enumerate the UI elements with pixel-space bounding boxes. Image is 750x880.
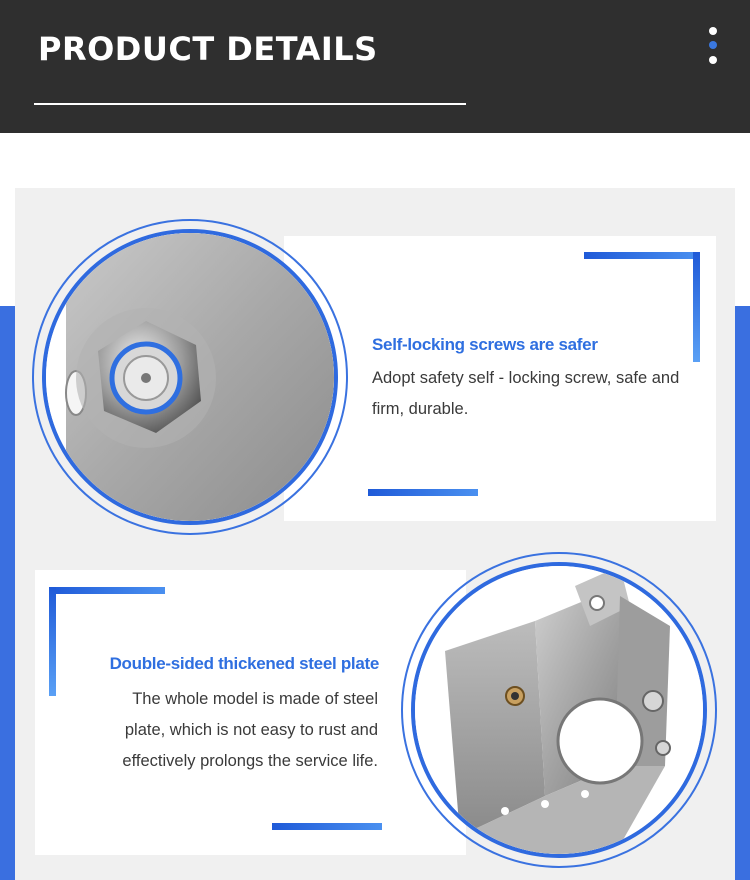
feature-description-1: Adopt safety self - locking screw, safe and firm, durable.: [372, 369, 680, 418]
self-locking-screw-icon: [46, 233, 334, 521]
header-banner: [0, 0, 750, 133]
card-corner-accent: [584, 252, 700, 259]
card-bottom-accent: [368, 489, 478, 496]
steel-bracket-icon: [415, 566, 703, 854]
feature-title-1: Self-locking screws are safer: [372, 335, 598, 354]
card-bottom-accent: [272, 823, 382, 830]
right-accent-bar: [735, 306, 750, 880]
left-accent-bar: [0, 306, 15, 880]
card-corner-accent: [49, 587, 165, 594]
card-corner-accent: [49, 587, 56, 696]
more-options-icon: [708, 27, 718, 69]
page-title: PRODUCT DETAILS: [38, 30, 378, 68]
header-divider: [34, 103, 466, 105]
bracket-photo-frame: [401, 552, 717, 868]
feature-description-2: The whole model is made of steel plate, which is not easy to rust and effectively prolongs the service life.: [122, 690, 378, 770]
screw-photo-frame: [32, 219, 348, 535]
card-corner-accent: [693, 252, 700, 362]
feature-title-2: Double-sided thickened steel plate: [109, 654, 379, 673]
